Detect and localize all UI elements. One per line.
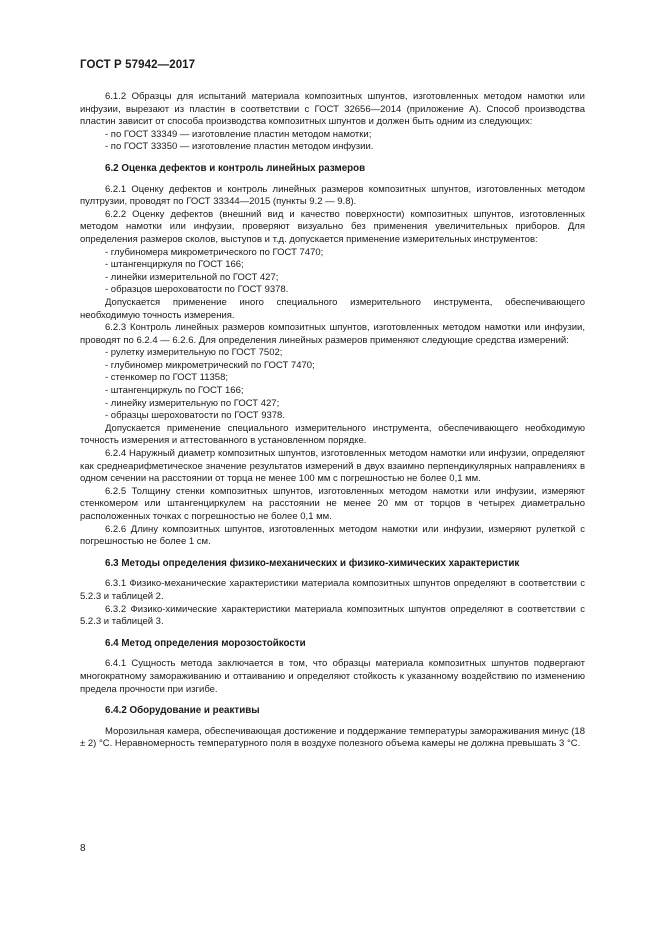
paragraph-6-4-1: 6.4.1 Сущность метода заключается в том, что образцы материала композитных шпунтов подвергают многократному замораживанию и оттаиванию и определяют стойкость к указанному воздействию по изменению предела прочности при изгибе.: [80, 658, 585, 695]
document-header: ГОСТ Р 57942—2017: [80, 59, 196, 71]
list-item: - стенкомер по ГОСТ 11358;: [105, 372, 229, 384]
paragraph-note: Допускается применение иного специального измерительного инструмента, обеспечивающего необходимую точность измерения.: [80, 296, 585, 321]
list-item: - по ГОСТ 33350 — изготовление пластин методом инфузии.: [105, 141, 374, 153]
list-item: - линейку измерительную по ГОСТ 427;: [105, 397, 280, 409]
paragraph-6-2-2: 6.2.2 Оценку дефектов (внешний вид и качество поверхности) композитных шпунтов, изготовленных методом намотки или инфузии, проверяют визуально без применения увеличительных приборов. Для определения размеров сколов, выступов и т.д. допускается применение измерительных инструментов:: [80, 208, 585, 245]
section-heading-6-4-2: 6.4.2 Оборудование и реактивы: [105, 705, 260, 717]
paragraph-6-3-1: 6.3.1 Физико-механические характеристики материала композитных шпунтов определяют в соответствии с 5.2.3 и таблицей 2.: [80, 578, 585, 602]
paragraph-6-2-4: 6.2.4 Наружный диаметр композитных шпунтов, изготовленных методом намотки или инфузии, определяют как среднеарифметическое значение результатов измерений в двух взаимно перпендикулярных направлениях в одном сечении на расстоянии от торца не менее 100 мм с погрешностью не более 0,1 мм.: [80, 448, 585, 485]
paragraph-6-2-1: 6.2.1 Оценку дефектов и контроль линейных размеров композитных шпунтов, изготовленных методом пултрузии, проводят по ГОСТ 33344—2015 (пункты 9.2 — 9.8).: [80, 183, 585, 208]
list-item: - глубиномера микрометрического по ГОСТ 7470;: [105, 246, 324, 258]
list-item: - по ГОСТ 33349 — изготовление пластин методом намотки;: [105, 128, 372, 140]
section-heading-6-3: 6.3 Методы определения физико-механических и физико-химических характеристик: [105, 557, 520, 569]
paragraph-6-2-5: 6.2.5 Толщину стенки композитных шпунтов, изготовленных методом намотки или инфузии, измеряют стенкомером или штангенциркулем на расстоянии не менее 20 мм от торцов в четырех диаметрально расположенных точках с погрешностью не более 0,1 мм.: [80, 485, 585, 522]
paragraph-equipment: Морозильная камера, обеспечивающая достижение и поддержание температуры замораживания минус (18 ± 2) °С. Неравномерность температурного поля в воздухе полезного объема камеры не должна превышать 3 °С.: [80, 725, 585, 750]
paragraph-note: Допускается применение специального измерительного инструмента, обеспечивающего необходимую точность измерения и аттестованного в установленном порядке.: [80, 422, 585, 447]
list-item: - глубиномер микрометрический по ГОСТ 7470;: [105, 359, 315, 371]
section-heading-6-4: 6.4 Метод определения морозостойкости: [105, 637, 306, 649]
section-heading-6-2: 6.2 Оценка дефектов и контроль линейных размеров: [105, 162, 366, 174]
paragraph-6-2-6: 6.2.6 Длину композитных шпунтов, изготовленных методом намотки или инфузии, измеряют рулеткой с погрешностью не более 1 см.: [80, 523, 585, 548]
list-item: - образцы шероховатости по ГОСТ 9378.: [105, 410, 285, 422]
list-item: - штангенциркуль по ГОСТ 166;: [105, 385, 244, 397]
list-item: - штангенциркуля по ГОСТ 166;: [105, 259, 244, 271]
list-item: - линейки измерительной по ГОСТ 427;: [105, 271, 279, 283]
paragraph-6-1-2: 6.1.2 Образцы для испытаний материала композитных шпунтов, изготовленных методом намотки или инфузии, вырезают из пластин в соответствии с ГОСТ 32656—2014 (приложение А). Способ производства пластин зависит от способа производства композитных шпунтов и должен быть одним из следующих:: [80, 91, 585, 128]
document-body: [80, 91, 585, 751]
paragraph-6-2-3: 6.2.3 Контроль линейных размеров композитных шпунтов, изготовленных методом намотки или инфузии, проводят по 6.2.4 — 6.2.6. Для определения линейных размеров применяют следующие средства измерений:: [80, 322, 585, 346]
list-item: - образцов шероховатости по ГОСТ 9378.: [105, 284, 289, 296]
page-number: 8: [80, 843, 86, 854]
list-item: - рулетку измерительную по ГОСТ 7502;: [105, 347, 283, 359]
paragraph-6-3-2: 6.3.2 Физико-химические характеристики материала композитных шпунтов определяют в соответствии с 5.2.3 и таблицей 3.: [80, 603, 585, 628]
